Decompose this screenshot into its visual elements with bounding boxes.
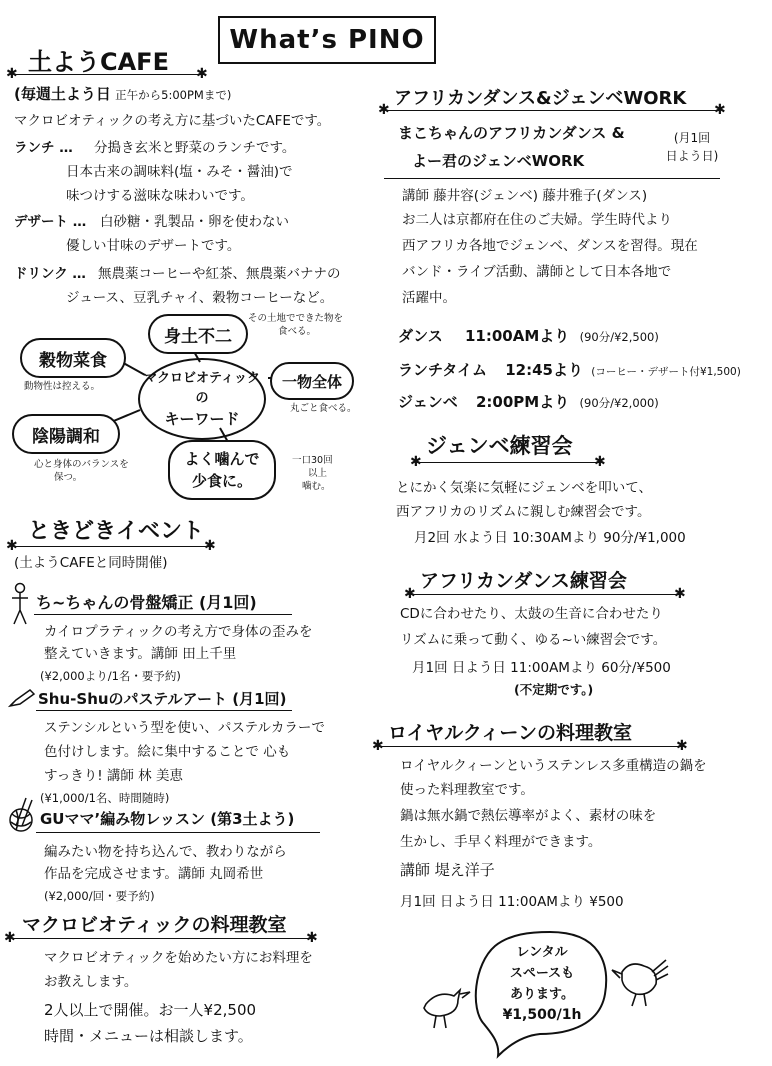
bird-left-icon <box>424 990 470 1028</box>
royal-queen-line-3: 鍋は無水鍋で熱伝導率がよく、素材の味を <box>400 808 657 824</box>
yarn-ball-icon <box>6 796 36 834</box>
keyword-center: マクロビオティックの キーワード <box>138 358 266 440</box>
event1-title: ち~ちゃんの骨盤矯正 (月1回) <box>36 593 257 612</box>
keyword-yokukande-note: 一口30回 以上 噛む。 <box>292 455 333 492</box>
djembe-practice-line-1: とにかく気楽に気軽にジェンベを叩いて、 <box>396 480 652 496</box>
drink-label: ドリンク … <box>14 266 86 282</box>
keyword-inyo: 陰陽調和 <box>12 414 120 454</box>
african-sub-2: よー君のジェンベWORK <box>412 152 585 170</box>
djembe-practice-line-2: 西アフリカのリズムに親しむ練習会です。 <box>396 504 651 520</box>
lunch-label: ランチ … <box>14 140 73 156</box>
royal-queen-line-5: 講師 堤え洋子 <box>400 861 495 879</box>
event2-title: Shu-Shuのパステルアート (月1回) <box>38 690 287 708</box>
african-line-5: 活躍中。 <box>402 290 456 306</box>
keyword-ichibutsu-note: 丸ごと食べる。 <box>290 403 357 414</box>
royal-queen-line-4: 生かし、手早く料理ができます。 <box>400 834 602 850</box>
dance-practice-line-2: リズムに乗って動く、ゆる~い練習会です。 <box>400 632 667 648</box>
dance-practice-note: (不定期です。) <box>514 682 594 697</box>
cafe-intro: マクロビオティックの考え方に基づいたCAFEです。 <box>14 113 331 129</box>
events-heading: ときどきイベント <box>28 519 205 544</box>
cafe-schedule: (毎週土よう日 正午から5:00PMまで) <box>14 85 232 103</box>
lunch-line-2: 日本古来の調味料(塩・みそ・醤油)で <box>66 164 293 180</box>
person-icon <box>6 582 34 626</box>
keyword-ichibutsu: 一物全体 <box>270 362 354 400</box>
african-line-3: 西アフリカ各地でジェンベ、ダンスを習得。現在 <box>402 238 698 254</box>
macro-class-line-4: 時間・メニューは相談します。 <box>44 1027 253 1045</box>
royal-queen-schedule: 月1回 日よう日 11:00AMより ¥500 <box>400 894 624 910</box>
event3-line-2: 作品を完成させます。講師 丸岡希世 <box>44 866 264 882</box>
drink-line-2: ジュース、豆乳チャイ、穀物コーヒーなど。 <box>66 290 334 306</box>
drink-line-1: 無農薬コーヒーや紅茶、無農薬バナナの <box>98 266 341 282</box>
royal-queen-heading: ロイヤルクィーンの料理教室 <box>388 722 632 744</box>
macro-class-line-2: お教えします。 <box>44 974 138 990</box>
djembe-practice-heading: ジェンベ練習会 <box>426 434 573 458</box>
schedule-djembe: ジェンベ 2:00PMより (90分/¥2,000) <box>398 393 659 411</box>
djembe-practice-schedule: 月2回 水よう日 10:30AMより 90分/¥1,000 <box>414 530 686 546</box>
macro-class-heading: マクロビオティックの料理教室 <box>22 914 287 936</box>
event2-line-4: (¥1,000/1名、時間随時) <box>40 791 170 805</box>
african-line-1: 講師 藤井容(ジェンベ) 藤井雅子(ダンス) <box>402 188 648 204</box>
event2-line-2: 色付けします。絵に集中することで 心も <box>44 744 291 760</box>
event2-line-1: ステンシルという型を使い、パステルカラーで <box>44 720 325 736</box>
dessert-line-2: 優しい甘味のデザートです。 <box>66 238 241 254</box>
royal-queen-line-1: ロイヤルクィーンというステンレス多重構造の鍋を <box>400 758 707 774</box>
event1-line-3: (¥2,000より/1名・要予約) <box>40 669 181 683</box>
macro-class-line-1: マクロビオティックを始めたい方にお料理を <box>44 950 313 966</box>
african-heading: アフリカンダンス&ジェンベWORK <box>394 88 687 109</box>
dessert-label: デザート … <box>14 214 87 230</box>
keyword-shindofuji: 身土不二 <box>148 314 248 354</box>
schedule-lunch: ランチタイム 12:45より (コーヒー・デザート付¥1,500) <box>398 361 741 379</box>
dance-practice-schedule: 月1回 日よう日 11:00AMより 60分/¥500 <box>412 660 671 676</box>
pencil-icon <box>8 688 36 708</box>
keyword-yokukande: よく噛んで 少食に。 <box>168 440 276 500</box>
dessert-line-1: 白砂糖・乳製品・卵を使わない <box>100 214 289 230</box>
african-frequency: (月1回 日よう日) <box>665 131 719 163</box>
event1-line-2: 整えていきます。講師 田上千里 <box>44 646 237 662</box>
macro-class-line-3: 2人以上で開催。お一人¥2,500 <box>44 1001 257 1019</box>
rental-space-text: レンタル スペースも あります。 ¥1,500/1h <box>502 945 582 1023</box>
african-sub-1: まこちゃんのアフリカンダンス & <box>398 124 625 142</box>
event3-title: GUママ’編み物レッスン (第3土よう) <box>40 810 295 828</box>
event2-line-3: すっきり! 講師 林 美恵 <box>44 768 183 784</box>
cafe-heading: 土ようCAFE <box>28 48 169 76</box>
african-line-2: お二人は京都府在住のご夫婦。学生時代より <box>402 212 672 228</box>
schedule-dance: ダンス 11:00AMより (90分/¥2,500) <box>398 327 659 345</box>
event3-line-3: (¥2,000/回・要予約) <box>44 889 155 903</box>
lunch-line-1: 分搗き玄米と野菜のランチです。 <box>94 140 296 156</box>
events-sub: (土ようCAFEと同時開催) <box>14 555 168 571</box>
keyword-kokumotsu: 穀物菜食 <box>20 338 126 378</box>
dance-practice-line-1: CDに合わせたり、太鼓の生音に合わせたり <box>400 606 663 622</box>
keyword-shindofuji-note: その土地でできた物を 食べる。 <box>248 313 344 337</box>
royal-queen-line-2: 使った料理教室です。 <box>400 782 534 798</box>
bird-right-icon <box>612 960 668 1006</box>
lunch-line-3: 味つけする滋味な味わいです。 <box>66 188 254 204</box>
event3-line-1: 編みたい物を持ち込んで、教わりながら <box>44 844 287 860</box>
page-title: What’s PINO <box>218 16 436 64</box>
event1-line-1: カイロプラティックの考え方で身体の歪みを <box>44 624 313 640</box>
dance-practice-heading: アフリカンダンス練習会 <box>420 570 627 592</box>
keyword-kokumotsu-note: 動物性は控える。 <box>24 381 101 392</box>
keyword-inyo-note: 心と身体のバランスを 保つ。 <box>34 459 129 483</box>
african-line-4: バンド・ライブ活動、講師として日本各地で <box>402 264 672 280</box>
